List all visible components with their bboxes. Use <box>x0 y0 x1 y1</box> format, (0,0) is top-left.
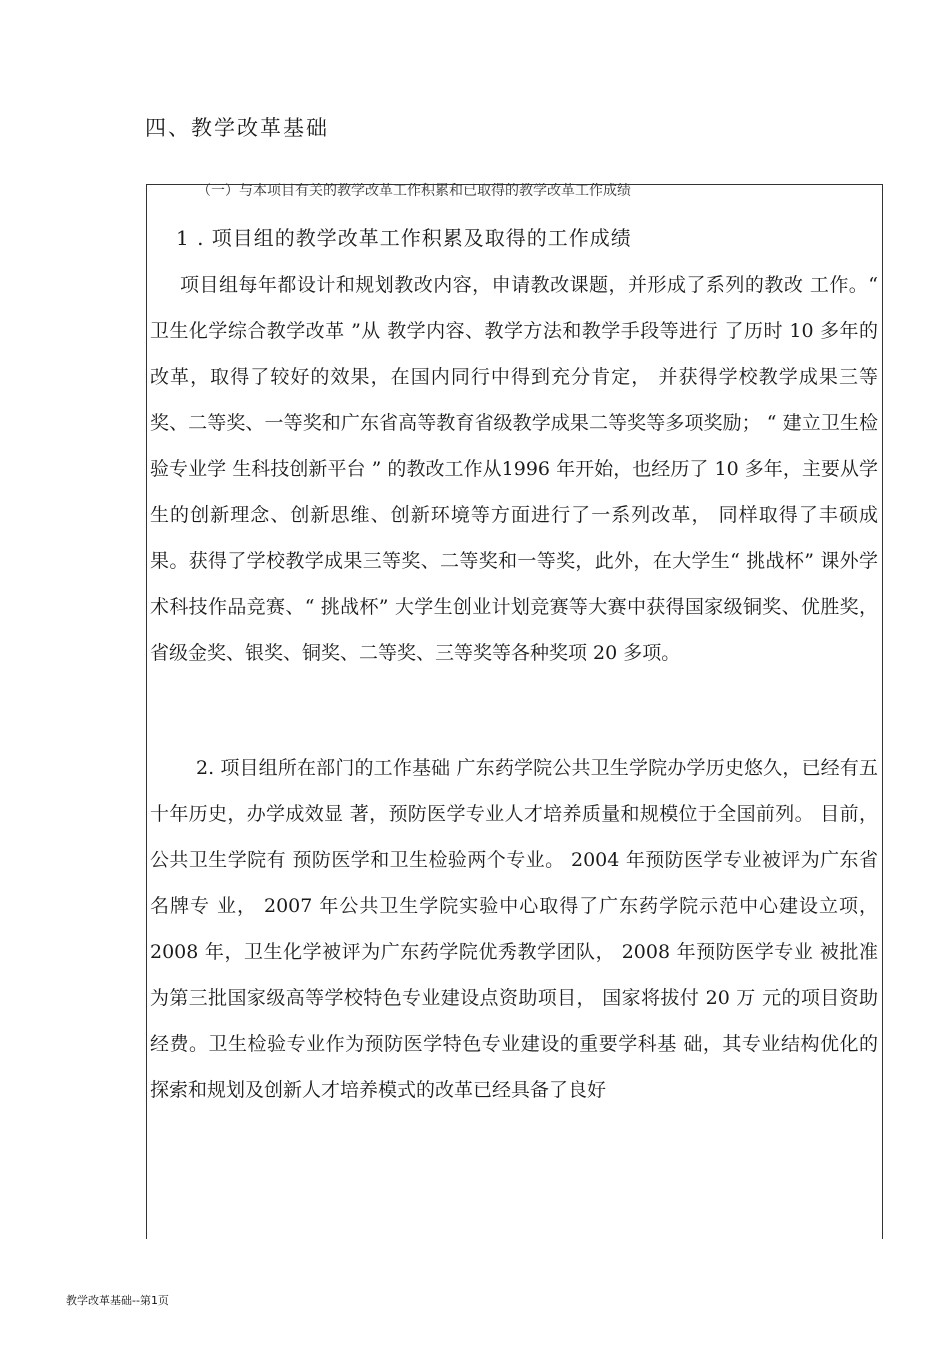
page-footer: 教学改革基础--第1页 <box>66 1294 169 1307</box>
item2-paragraph: 2. 项目组所在部门的工作基础 广东药学院公共卫生学院办学历史悠久，已经有五十年历史，办学成效显 著，预防医学专业人才培养质量和规模位于全国前列。 目前，公共卫生学院有 预防医学和卫生检验两个专业。 2004 年预防医学专业被评为广东省名牌专 业， 2007 年公共卫生学院实验中心取得了广东药学院示范中心建设立项， 2008 年，卫生化学被评为广东药学院优秀教学团队， 2008 年预防医学专业 被批准为第三批国家级高等学校特色专业建设点资助项目， 国家将拔付 20 万 元的项目资助经费。卫生检验专业作为预防医学特色专业建设的重要学科基 础，其专业结构优化的探索和规划及创新人才培养模式的改革已经具备了良好 <box>150 757 878 1101</box>
item1-paragraph: 项目组每年都设计和规划教改内容，申请教改课题，并形成了系列的教改 工作。“ 卫生化学综合教学改革 ”从 教学内容、教学方法和教学手段等进行 了历时 10 多年的改革，取得了较好的效果，在国内同行中得到充分肯定， 并获得学校教学成果三等奖、二等奖、一等奖和广东省高等教育省级教学成果二等奖等多项奖励； “ 建立卫生检验专业学 生科技创新平台 ” 的教改工作从1996 年开始，也经历了 10 多年，主要从学生的创新理念、创新思维、创新环境等方面进行了一系列改革， 同样取得了丰硕成果。获得了学校教学成果三等奖、二等奖和一等奖，此外，在大学生“ 挑战杯” 课外学术科技作品竞赛、“ 挑战杯” 大学生创业计划竞赛等大赛中获得国家级铜奖、优胜奖，省级金奖、银奖、铜奖、二等奖、三等奖等各种奖项 20 多项。 <box>150 274 878 664</box>
subsection-heading: （一）与本项目有关的教学改革工作积累和已取得的教学改革工作成绩 <box>197 183 631 199</box>
item1-title: 1 . 项目组的教学改革工作积累及取得的工作成绩 <box>176 226 632 250</box>
section-heading: 四、教学改革基础 <box>145 116 329 140</box>
